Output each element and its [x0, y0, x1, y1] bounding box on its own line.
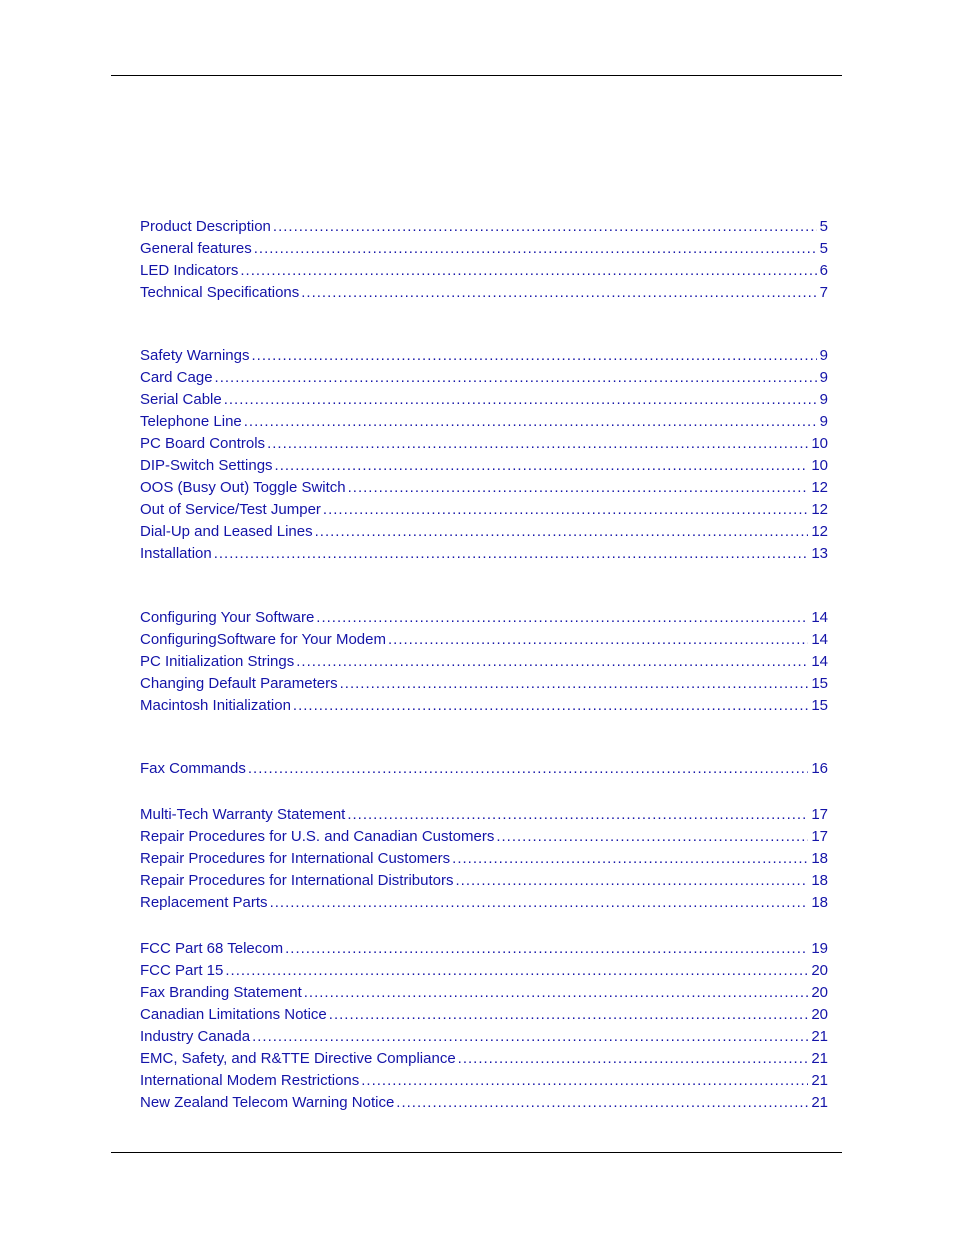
toc-entry[interactable] [140, 260, 828, 282]
toc-entry-title: Out of Service/Test Jumper [140, 501, 321, 518]
toc-leader-dots [496, 826, 808, 848]
toc-entry[interactable] [140, 543, 828, 565]
toc-leader-dots [316, 607, 808, 629]
toc-entry-title: DIP-Switch Settings [140, 457, 273, 474]
toc-entry[interactable] [140, 938, 828, 960]
toc-entry-title: Dial-Up and Leased Lines [140, 523, 313, 540]
toc-leader-dots [329, 1004, 809, 1026]
toc-leader-dots [361, 1070, 808, 1092]
toc-leader-dots [458, 1048, 809, 1070]
toc-leader-dots [215, 367, 817, 389]
toc-entry[interactable] [140, 960, 828, 982]
toc-entry[interactable] [140, 673, 828, 695]
toc-entry-title: Repair Procedures for U.S. and Canadian Customers [140, 828, 495, 845]
toc-leader-dots [240, 260, 816, 282]
toc-entry[interactable] [140, 848, 828, 870]
toc-entry[interactable] [140, 499, 828, 521]
toc-entry[interactable] [140, 477, 828, 499]
toc-entry-page: 18 [811, 894, 828, 911]
toc-entry[interactable] [140, 216, 828, 238]
toc-entry-page: 9 [819, 369, 828, 386]
toc-entry-title: PC Initialization Strings [140, 653, 295, 670]
toc-entry-page: 13 [811, 545, 828, 562]
header-rule [111, 75, 842, 76]
toc-entry-title: Product Description [140, 218, 271, 235]
toc-entry-page: 17 [811, 806, 828, 823]
toc-entry-title: PC Board Controls [140, 435, 266, 452]
toc-entry[interactable] [140, 758, 828, 780]
toc-entry-title: Technical Specifications [140, 284, 300, 301]
toc-entry-page: 12 [811, 501, 828, 518]
toc-leader-dots [244, 411, 817, 433]
toc-entry-page: 9 [819, 391, 828, 408]
toc-entry-title: International Modem Restrictions [140, 1072, 360, 1089]
toc-entry-title: Macintosh Initialization [140, 697, 291, 714]
toc-entry-page: 21 [811, 1028, 828, 1045]
toc-entry-title: LED Indicators [140, 262, 239, 279]
toc-entry-title: General features [140, 240, 252, 257]
toc-group-warranty [140, 804, 828, 914]
toc-entry-page: 5 [819, 218, 828, 235]
toc-entry-page: 18 [811, 850, 828, 867]
toc-entry[interactable] [140, 826, 828, 848]
toc-entry-title: FCC Part 68 Telecom [140, 940, 284, 957]
toc-group-fax [140, 758, 828, 780]
toc-entry-page: 15 [811, 697, 828, 714]
footer-rule [111, 1152, 842, 1153]
toc-leader-dots [254, 238, 817, 260]
toc-leader-dots [301, 282, 816, 304]
toc-leader-dots [315, 521, 809, 543]
toc-entry-title: Fax Commands [140, 760, 246, 777]
toc-entry[interactable] [140, 389, 828, 411]
toc-entry-title: Fax Branding Statement [140, 984, 302, 1001]
toc-entry-page: 20 [811, 962, 828, 979]
toc-entry-page: 14 [811, 609, 828, 626]
toc-entry[interactable] [140, 1026, 828, 1048]
toc-leader-dots [296, 651, 808, 673]
toc-entry[interactable] [140, 1004, 828, 1026]
toc-entry-page: 14 [811, 653, 828, 670]
toc-leader-dots [273, 216, 817, 238]
toc-entry-page: 17 [811, 828, 828, 845]
toc-entry[interactable] [140, 695, 828, 717]
toc-entry-title: Configuring Your Software [140, 609, 315, 626]
toc-leader-dots [252, 1026, 808, 1048]
toc-entry[interactable] [140, 238, 828, 260]
toc-entry-page: 9 [819, 347, 828, 364]
toc-entry[interactable] [140, 282, 828, 304]
toc-entry-title: OOS (Busy Out) Toggle Switch [140, 479, 346, 496]
toc-entry-title: Telephone Line [140, 413, 242, 430]
toc-leader-dots [225, 960, 808, 982]
toc-entry-page: 18 [811, 872, 828, 889]
toc-entry-title: Multi-Tech Warranty Statement [140, 806, 346, 823]
toc-leader-dots [267, 433, 808, 455]
toc-leader-dots [455, 870, 808, 892]
toc-entry-page: 5 [819, 240, 828, 257]
toc-leader-dots [252, 345, 817, 367]
toc-entry-page: 9 [819, 413, 828, 430]
toc-entry[interactable] [140, 651, 828, 673]
toc-leader-dots [275, 455, 809, 477]
toc-leader-dots [224, 389, 817, 411]
toc-entry-title: FCC Part 15 [140, 962, 224, 979]
toc-entry-page: 15 [811, 675, 828, 692]
toc-entry[interactable] [140, 455, 828, 477]
toc-entry[interactable] [140, 982, 828, 1004]
toc-entry[interactable] [140, 433, 828, 455]
toc-entry-page: 12 [811, 479, 828, 496]
toc-entry-page: 10 [811, 435, 828, 452]
toc-entry-page: 20 [811, 1006, 828, 1023]
toc-leader-dots [388, 629, 808, 651]
toc-entry[interactable] [140, 521, 828, 543]
toc-entry-page: 19 [811, 940, 828, 957]
toc-leader-dots [348, 477, 809, 499]
toc-entry-page: 6 [819, 262, 828, 279]
toc-leader-dots [270, 892, 809, 914]
toc-entry-page: 21 [811, 1072, 828, 1089]
toc-entry[interactable] [140, 804, 828, 826]
toc-entry-title: Changing Default Parameters [140, 675, 338, 692]
toc-entry-title: Card Cage [140, 369, 213, 386]
toc-entry-page: 14 [811, 631, 828, 648]
toc-entry-page: 16 [811, 760, 828, 777]
toc-leader-dots [340, 673, 809, 695]
toc-group-regulatory [140, 938, 828, 1114]
toc-leader-dots [248, 758, 808, 780]
toc-entry-page: 21 [811, 1094, 828, 1111]
toc-entry-title: Installation [140, 545, 212, 562]
toc-entry-page: 20 [811, 984, 828, 1001]
toc-group-software [140, 607, 828, 717]
toc-leader-dots [452, 848, 808, 870]
toc-entry-title: Serial Cable [140, 391, 222, 408]
toc-leader-dots [285, 938, 808, 960]
toc-entry-page: 7 [819, 284, 828, 301]
toc-entry-page: 12 [811, 523, 828, 540]
toc-entry[interactable] [140, 411, 828, 433]
toc-leader-dots [214, 543, 809, 565]
toc-entry[interactable] [140, 629, 828, 651]
toc-entry-title: New Zealand Telecom Warning Notice [140, 1094, 395, 1111]
toc-entry[interactable] [140, 1092, 828, 1114]
toc-entry[interactable] [140, 1048, 828, 1070]
toc-entry[interactable] [140, 345, 828, 367]
toc-entry-title: EMC, Safety, and R&TTE Directive Compliance [140, 1050, 456, 1067]
toc-entry-title: Replacement Parts [140, 894, 268, 911]
toc-entry[interactable] [140, 892, 828, 914]
toc-leader-dots [396, 1092, 808, 1114]
toc-leader-dots [293, 695, 808, 717]
toc-entry-page: 10 [811, 457, 828, 474]
toc-leader-dots [347, 804, 808, 826]
toc-entry[interactable] [140, 1070, 828, 1092]
toc-entry-title: Repair Procedures for International Customers [140, 850, 451, 867]
toc-entry-title: ConfiguringSoftware for Your Modem [140, 631, 386, 648]
toc-entry-title: Repair Procedures for International Distributors [140, 872, 454, 889]
toc-group-product [140, 216, 828, 304]
toc-leader-dots [323, 499, 808, 521]
toc-entry[interactable] [140, 607, 828, 629]
toc-entry-title: Safety Warnings [140, 347, 250, 364]
toc-entry-page: 21 [811, 1050, 828, 1067]
toc-entry-title: Canadian Limitations Notice [140, 1006, 327, 1023]
toc-entry[interactable] [140, 870, 828, 892]
toc-entry[interactable] [140, 367, 828, 389]
toc-entry-title: Industry Canada [140, 1028, 251, 1045]
toc-leader-dots [304, 982, 809, 1004]
toc-group-installation [140, 345, 828, 565]
